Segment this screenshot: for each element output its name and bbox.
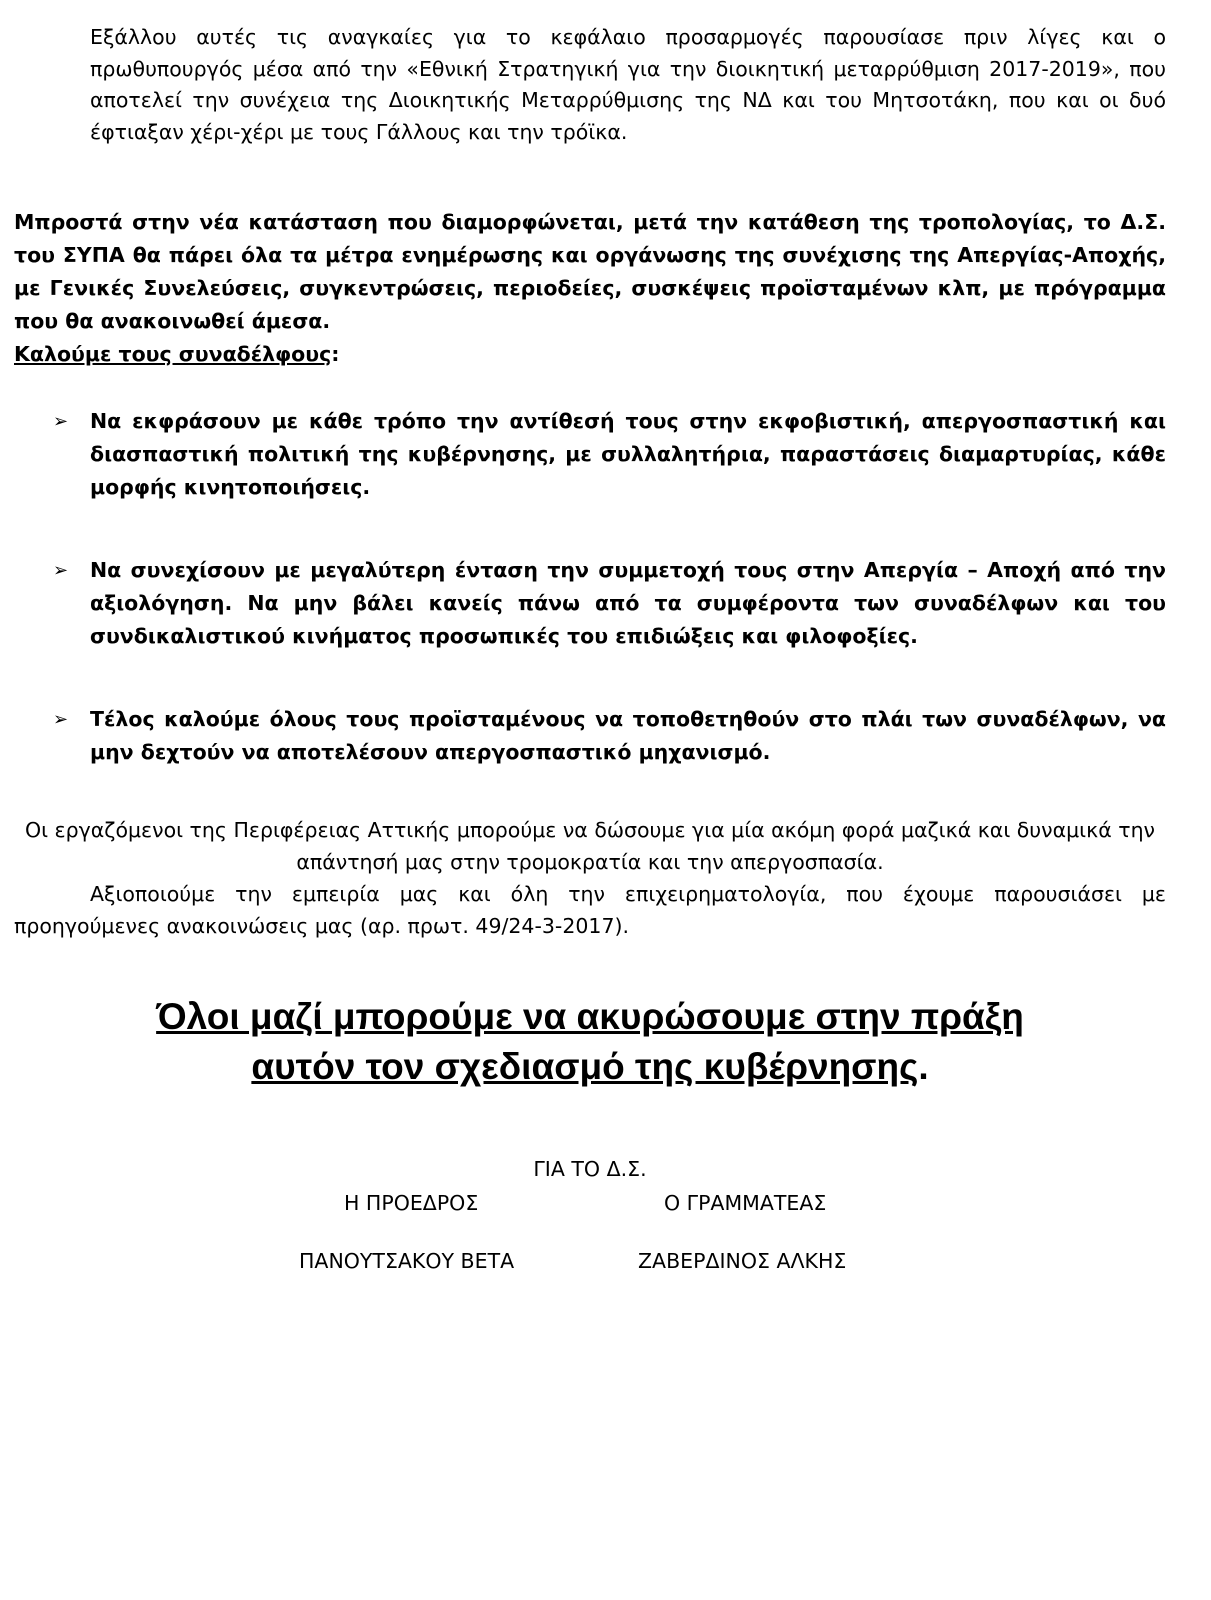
intro-paragraph: Εξάλλου αυτές τις αναγκαίες για το κεφάλαιο προσαρμογές παρουσίασε πριν λίγες και ο πρωθυπουργός μέσα από την «Εθνική Στρατηγική για την διοικητική μεταρρύθμιση 2017-2019», που αποτελεί την συνέχεια της Διοικητικής Μεταρρύθμισης της ΝΔ και του Μητσοτάκη, που και οι δυό έφτιαξαν χέρι-χέρι με τους Γάλλους και την τρόϊκα. [90, 25, 1166, 144]
arrow-bullet-icon: ➢ [53, 560, 69, 581]
list-item-text: Τέλος καλούμε όλους τους προϊσταμένους να τοποθετηθούν στο πλάι των συναδέλφων, να μην δεχτούν να αποτελέσουν απεργοσπαστικό μηχανισμό. [90, 707, 1166, 764]
president-role: Η ΠΡΟΕΔΡΟΣ [344, 1191, 479, 1215]
slogan-line-1-text: Όλοι μαζί μπορούμε να ακυρώσουμε στην πράξη [156, 996, 1024, 1037]
list-item [14, 405, 1166, 504]
secretary-name: ΖΑΒΕΡΔΙΝΟΣ ΑΛΚΗΣ [638, 1249, 847, 1273]
call-heading [14, 338, 1166, 371]
slogan-period: . [918, 1046, 929, 1087]
announcement-paragraph: Μπροστά στην νέα κατάσταση που διαμορφώνεται, μετά την κατάθεση της τροπολογίας, το Δ.Σ. του ΣΥΠΑ θα πάρει όλα τα μέτρα ενημέρωσης και οργάνωσης της συνέχισης της Απεργίας-Αποχής, με Γενικές Συνελεύσεις, συγκεντρώσεις, περιοδείες, συσκέψεις προϊσταμένων κλπ, με πρόγραμμα που θα ανακοινωθεί άμεσα. [14, 210, 1166, 333]
call-heading-text: Καλούμε τους συναδέλφους [14, 342, 332, 366]
list-item-text: Να συνεχίσουν με μεγαλύτερη ένταση την συμμετοχή τους στην Απεργία – Αποχή από την αξιολόγηση. Να μην βάλει κανείς πάνω από τα συμφέροντα των συναδέλφων και του συνδικαλιστικού κινήματος προσωπικές του επιδιώξεις και φιλοφοξίες. [90, 558, 1166, 648]
list-item-text: Να εκφράσουν με κάθε τρόπο την αντίθεσή τους στην εκφοβιστική, απεργοσπαστική και διασπαστική πολιτική της κυβέρνησης, με συλλαλητήρια, παραστάσεις διαμαρτυρίας, κάθε μορφής κινητοποιήσεις. [90, 409, 1166, 499]
slogan [14, 992, 1166, 1092]
slogan-line-2-text: αυτόν τον σχεδιασμό της κυβέρνησης [251, 1046, 919, 1087]
list-item [14, 703, 1166, 769]
experience-paragraph: Αξιοποιούμε την εμπειρία μας και όλη την επιχειρηματολογία, που έχουμε παρουσιάσει με προηγούμενες ανακοινώσεις μας (αρ. πρωτ. 49/24-3-2017). [14, 882, 1166, 938]
signature-block [14, 1154, 1166, 1294]
call-heading-colon: : [331, 342, 340, 366]
president-name: ΠΑΝΟΥΤΣΑΚΟΥ ΒΕΤΑ [299, 1249, 515, 1273]
workers-paragraph: Οι εργαζόμενοι της Περιφέρειας Αττικής μπορούμε να δώσουμε για μία ακόμη φορά μαζικά και δυναμικά την απάντησή μας στην τρομοκρατία και την απεργοσπασία. [24, 818, 1156, 874]
list-item [14, 554, 1166, 653]
slogan-line-2 [14, 1042, 1166, 1092]
slogan-line-1 [14, 992, 1166, 1042]
arrow-bullet-icon: ➢ [53, 709, 69, 730]
signature-header: ΓΙΑ ΤΟ Δ.Σ. [533, 1157, 647, 1181]
document-page [14, 22, 1166, 1294]
secretary-role: Ο ΓΡΑΜΜΑΤΕΑΣ [664, 1191, 827, 1215]
demands-list [14, 405, 1166, 769]
arrow-bullet-icon: ➢ [53, 411, 69, 432]
